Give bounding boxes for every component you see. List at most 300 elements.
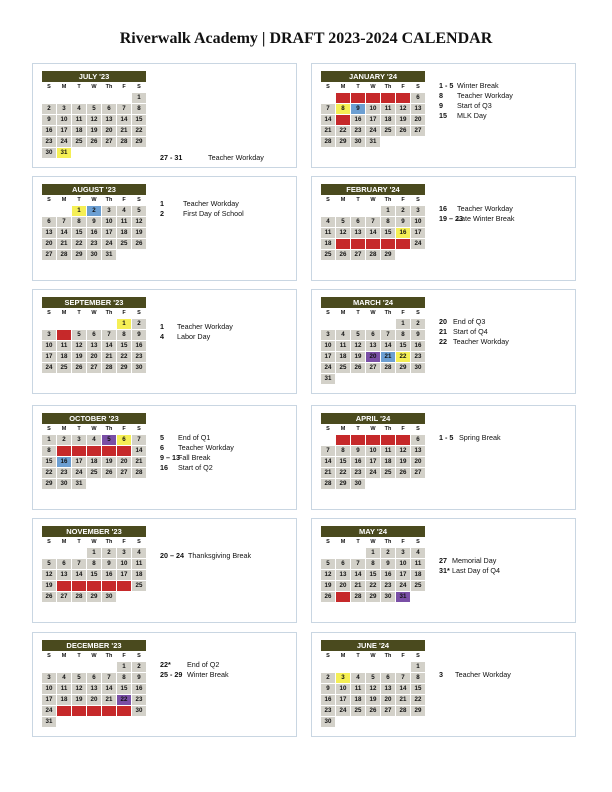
day-cell: 24: [42, 363, 57, 374]
day-cell: 8: [117, 673, 132, 684]
day-cell: 4: [57, 330, 72, 341]
day-cell: 26: [102, 468, 117, 479]
note-text: Teacher Workday: [208, 153, 264, 162]
month-panel: [32, 63, 297, 168]
day-header: S: [42, 538, 57, 548]
empty-cell: [132, 479, 147, 490]
month-notes: [160, 551, 251, 561]
day-cell: 9: [87, 217, 102, 228]
empty-cell: [117, 479, 132, 490]
day-cell: 8: [366, 559, 381, 570]
day-header: M: [57, 309, 72, 319]
day-cell: 6: [381, 673, 396, 684]
note-line: [439, 556, 500, 566]
day-cell: 1: [381, 206, 396, 217]
day-cell: 21: [102, 695, 117, 706]
day-cell: 1: [396, 319, 411, 330]
day-cell: 22: [132, 126, 147, 137]
day-cell: 16: [351, 457, 366, 468]
day-header: T: [72, 652, 87, 662]
empty-cell: [57, 93, 72, 104]
day-cell: 24: [411, 239, 426, 250]
empty-cell: [366, 479, 381, 490]
day-cell: 27: [381, 706, 396, 717]
day-cell: 16: [87, 228, 102, 239]
day-cell: 15: [336, 457, 351, 468]
day-cell: 5: [132, 206, 147, 217]
note-line: [160, 199, 244, 209]
empty-cell: [336, 374, 351, 385]
day-cell: 8: [411, 673, 426, 684]
day-cell: 19: [72, 695, 87, 706]
month-notes: [160, 199, 244, 219]
day-cell: 14: [321, 115, 336, 126]
month-notes: [160, 322, 233, 342]
empty-cell: [117, 592, 132, 603]
day-cell: 1: [42, 435, 57, 446]
note-text: Teacher Workday: [178, 443, 234, 452]
day-cell: 22: [117, 352, 132, 363]
empty-cell: [411, 137, 426, 148]
day-cell: 28: [117, 137, 132, 148]
note-text: End of Q2: [187, 660, 220, 669]
day-cell: 9: [102, 559, 117, 570]
empty-cell: [381, 319, 396, 330]
day-cell: 29: [366, 592, 381, 603]
empty-cell: [117, 717, 132, 728]
day-cell: 26: [87, 137, 102, 148]
day-cell: 16: [321, 695, 336, 706]
note-text: Last Day of Q4: [452, 566, 500, 575]
day-cell: 8: [336, 446, 351, 457]
month-name: NOVEMBER '23: [42, 526, 147, 538]
day-cell: 14: [117, 115, 132, 126]
day-header: T: [351, 538, 366, 548]
day-cell: 26: [72, 706, 87, 717]
day-cell: 11: [72, 115, 87, 126]
empty-cell: [396, 137, 411, 148]
day-cell: 1: [117, 319, 132, 330]
day-cell: 16: [42, 126, 57, 137]
note-date: 3: [439, 670, 443, 679]
day-cell: 9: [132, 330, 147, 341]
day-cell: 23: [351, 468, 366, 479]
day-header: T: [351, 309, 366, 319]
day-cell: 12: [72, 684, 87, 695]
empty-cell: [87, 662, 102, 673]
day-cell: 30: [87, 250, 102, 261]
day-cell: 23: [42, 137, 57, 148]
day-cell: 31: [366, 137, 381, 148]
day-cell: 17: [396, 570, 411, 581]
day-cell: 16: [57, 457, 72, 468]
note-date: 8: [439, 91, 443, 100]
day-cell: 31: [102, 250, 117, 261]
day-cell: 25: [351, 706, 366, 717]
empty-cell: [396, 250, 411, 261]
day-cell: 11: [57, 341, 72, 352]
empty-cell: [381, 717, 396, 728]
day-cell: 12: [72, 341, 87, 352]
day-cell: 12: [102, 446, 117, 457]
note-text: Teacher Workday: [457, 204, 513, 213]
note-date: 1: [160, 199, 164, 208]
note-text: First Day of School: [183, 209, 244, 218]
note-text: Labor Day: [177, 332, 211, 341]
day-cell: 23: [351, 126, 366, 137]
day-cell: 29: [396, 363, 411, 374]
note-text: Teacher Workday: [455, 670, 511, 679]
day-cell: 24: [72, 468, 87, 479]
day-header: T: [351, 425, 366, 435]
note-line: [160, 670, 229, 680]
day-cell: 11: [57, 684, 72, 695]
day-header: F: [396, 425, 411, 435]
day-cell: 13: [381, 684, 396, 695]
empty-cell: [321, 206, 336, 217]
day-cell: 10: [366, 446, 381, 457]
day-header: F: [117, 425, 132, 435]
day-cell: 14: [72, 570, 87, 581]
day-cell: 4: [117, 206, 132, 217]
day-header: Th: [102, 425, 117, 435]
day-cell: 17: [102, 228, 117, 239]
day-header: M: [57, 538, 72, 548]
note-line: [439, 317, 509, 327]
day-cell: 20: [102, 126, 117, 137]
note-line: [439, 337, 509, 347]
day-header: S: [321, 425, 336, 435]
day-cell: 16: [132, 341, 147, 352]
note-date: 2: [160, 209, 164, 218]
day-cell: 15: [117, 684, 132, 695]
day-cell: 4: [411, 548, 426, 559]
day-header: T: [72, 196, 87, 206]
month-panel: [32, 405, 297, 510]
day-cell: 9: [411, 330, 426, 341]
day-cell: 6: [117, 435, 132, 446]
note-text: MLK Day: [457, 111, 487, 120]
empty-cell: [336, 206, 351, 217]
day-cell: 21: [366, 239, 381, 250]
day-header: S: [42, 309, 57, 319]
day-cell: 20: [117, 457, 132, 468]
note-text: Spring Break: [459, 433, 501, 442]
day-cell: 14: [366, 228, 381, 239]
day-cell: 4: [57, 673, 72, 684]
day-cell: 19: [87, 126, 102, 137]
day-cell: 24: [117, 581, 132, 592]
day-header: F: [396, 538, 411, 548]
day-cell: 23: [132, 352, 147, 363]
note-line: [160, 551, 251, 561]
empty-cell: [396, 662, 411, 673]
day-cell: 16: [396, 228, 411, 239]
day-header: W: [87, 425, 102, 435]
empty-cell: [72, 319, 87, 330]
day-cell: 21: [117, 126, 132, 137]
month-name: MAY '24: [321, 526, 426, 538]
empty-cell: [396, 479, 411, 490]
day-cell: 30: [351, 137, 366, 148]
day-cell: 3: [42, 673, 57, 684]
day-cell: 11: [117, 217, 132, 228]
day-cell: 29: [42, 479, 57, 490]
day-cell: 5: [366, 673, 381, 684]
day-header: F: [117, 538, 132, 548]
day-cell: 2: [351, 435, 366, 446]
day-cell: 13: [42, 228, 57, 239]
day-header: M: [336, 83, 351, 93]
day-header: W: [366, 652, 381, 662]
day-cell: 29: [117, 363, 132, 374]
note-line: [160, 443, 234, 453]
day-cell: 15: [87, 570, 102, 581]
day-header: W: [87, 83, 102, 93]
day-cell: 5: [87, 104, 102, 115]
day-cell: 27: [411, 126, 426, 137]
note-date: 9: [439, 101, 443, 110]
day-cell: 18: [57, 352, 72, 363]
day-header: Th: [102, 652, 117, 662]
day-cell: 10: [366, 104, 381, 115]
note-line: [439, 670, 511, 680]
day-header: M: [57, 196, 72, 206]
month-calendar: [320, 296, 426, 385]
day-header: S: [411, 425, 426, 435]
day-cell: 27: [336, 592, 351, 603]
note-date: 27 - 31: [160, 153, 183, 162]
note-date: 21: [439, 327, 447, 336]
day-cell: 6: [366, 330, 381, 341]
day-cell: 9: [351, 104, 366, 115]
month-panel: [32, 289, 297, 394]
day-cell: 3: [117, 548, 132, 559]
day-cell: 25: [321, 250, 336, 261]
day-cell: 13: [351, 228, 366, 239]
day-cell: 23: [57, 468, 72, 479]
day-cell: 29: [117, 706, 132, 717]
empty-cell: [336, 319, 351, 330]
day-header: T: [351, 196, 366, 206]
day-cell: 30: [132, 706, 147, 717]
day-cell: 7: [132, 435, 147, 446]
day-header: T: [72, 538, 87, 548]
note-date: 1: [160, 322, 164, 331]
empty-cell: [381, 137, 396, 148]
note-line: [160, 209, 244, 219]
day-cell: 15: [411, 684, 426, 695]
note-text: Fall Break: [178, 453, 211, 462]
day-cell: 6: [87, 330, 102, 341]
empty-cell: [87, 479, 102, 490]
empty-cell: [321, 662, 336, 673]
day-cell: 19: [396, 115, 411, 126]
day-cell: 26: [132, 239, 147, 250]
day-cell: 31: [396, 592, 411, 603]
day-cell: 22: [336, 126, 351, 137]
note-date: 25 - 29: [160, 670, 183, 679]
empty-cell: [42, 319, 57, 330]
day-cell: 24: [396, 581, 411, 592]
day-cell: 13: [102, 115, 117, 126]
month-calendar: [320, 412, 426, 490]
day-cell: 25: [411, 581, 426, 592]
month-calendar: [41, 183, 147, 261]
empty-cell: [351, 662, 366, 673]
day-cell: 12: [396, 446, 411, 457]
day-header: F: [396, 309, 411, 319]
day-cell: 21: [57, 239, 72, 250]
day-cell: 15: [72, 228, 87, 239]
day-cell: 24: [57, 137, 72, 148]
day-header: T: [351, 83, 366, 93]
day-cell: 18: [132, 570, 147, 581]
empty-cell: [411, 592, 426, 603]
month-notes: [439, 433, 501, 443]
note-date: 16: [439, 204, 447, 213]
note-date: 4: [160, 332, 164, 341]
day-cell: 12: [366, 684, 381, 695]
empty-cell: [132, 592, 147, 603]
note-text: Teacher Workday: [457, 91, 513, 100]
day-cell: 14: [57, 228, 72, 239]
month-notes: [160, 660, 229, 680]
note-date: 16: [160, 463, 168, 472]
day-cell: 15: [42, 457, 57, 468]
day-cell: 26: [396, 468, 411, 479]
day-header: S: [411, 538, 426, 548]
note-date: 5: [160, 433, 164, 442]
day-cell: 26: [396, 126, 411, 137]
day-cell: 27: [117, 468, 132, 479]
day-cell: 25: [57, 363, 72, 374]
note-date: 9 – 13: [160, 453, 180, 462]
day-cell: 24: [366, 126, 381, 137]
day-cell: 7: [396, 673, 411, 684]
empty-cell: [381, 479, 396, 490]
day-cell: 27: [351, 250, 366, 261]
day-cell: 11: [132, 559, 147, 570]
empty-cell: [87, 148, 102, 159]
day-cell: 26: [366, 706, 381, 717]
day-cell: 17: [411, 228, 426, 239]
day-cell: 19: [72, 352, 87, 363]
day-cell: 26: [351, 363, 366, 374]
note-text: Teacher Workday: [177, 322, 233, 331]
day-cell: 20: [87, 352, 102, 363]
day-cell: 14: [321, 457, 336, 468]
note-line: [160, 322, 233, 332]
month-notes: [439, 81, 513, 121]
day-cell: 25: [87, 468, 102, 479]
empty-cell: [321, 319, 336, 330]
day-cell: 12: [87, 115, 102, 126]
note-date: 19 – 23: [439, 214, 463, 223]
month-name: SEPTEMBER '23: [42, 297, 147, 309]
month-calendar: [320, 70, 426, 148]
note-line: [439, 204, 515, 214]
day-header: Th: [381, 425, 396, 435]
day-cell: 28: [57, 250, 72, 261]
day-cell: 2: [132, 319, 147, 330]
day-cell: 5: [42, 559, 57, 570]
day-cell: 30: [102, 592, 117, 603]
day-header: Th: [381, 538, 396, 548]
day-cell: 5: [351, 330, 366, 341]
day-cell: 10: [42, 341, 57, 352]
day-cell: 3: [102, 206, 117, 217]
day-cell: 3: [396, 548, 411, 559]
day-cell: 20: [381, 695, 396, 706]
day-cell: 9: [321, 684, 336, 695]
day-cell: 21: [321, 468, 336, 479]
month-notes: [160, 433, 234, 473]
day-cell: 30: [381, 592, 396, 603]
month-panel: [311, 405, 576, 510]
day-header: Th: [102, 309, 117, 319]
day-cell: 31: [321, 374, 336, 385]
day-cell: 8: [42, 446, 57, 457]
day-cell: 2: [87, 206, 102, 217]
day-cell: 7: [117, 104, 132, 115]
empty-cell: [87, 93, 102, 104]
day-cell: 7: [381, 330, 396, 341]
day-cell: 15: [132, 115, 147, 126]
day-cell: 12: [351, 341, 366, 352]
day-cell: 19: [396, 457, 411, 468]
day-cell: 5: [321, 559, 336, 570]
day-cell: 22: [72, 239, 87, 250]
day-cell: 5: [336, 217, 351, 228]
day-cell: 10: [411, 217, 426, 228]
empty-cell: [321, 93, 336, 104]
day-cell: 4: [381, 93, 396, 104]
day-cell: 22: [336, 468, 351, 479]
day-cell: 17: [366, 457, 381, 468]
day-header: W: [366, 425, 381, 435]
day-cell: 2: [411, 319, 426, 330]
day-cell: 3: [57, 104, 72, 115]
note-line: [439, 566, 500, 576]
day-cell: 5: [72, 673, 87, 684]
day-cell: 31: [57, 148, 72, 159]
day-cell: 18: [57, 695, 72, 706]
empty-cell: [102, 479, 117, 490]
day-cell: 26: [72, 363, 87, 374]
day-cell: 15: [396, 341, 411, 352]
day-cell: 19: [351, 352, 366, 363]
day-header: S: [42, 425, 57, 435]
day-cell: 17: [336, 695, 351, 706]
day-cell: 25: [57, 706, 72, 717]
day-cell: 26: [336, 250, 351, 261]
day-cell: 7: [102, 673, 117, 684]
day-header: F: [396, 652, 411, 662]
month-panel: [311, 63, 576, 168]
empty-cell: [321, 435, 336, 446]
day-cell: 31: [72, 479, 87, 490]
day-cell: 11: [351, 684, 366, 695]
day-cell: 25: [117, 239, 132, 250]
month-notes: [160, 153, 264, 163]
day-cell: 23: [381, 581, 396, 592]
day-cell: 31: [42, 717, 57, 728]
month-panel: [32, 632, 297, 737]
day-cell: 14: [132, 446, 147, 457]
day-cell: 17: [366, 115, 381, 126]
day-cell: 27: [57, 592, 72, 603]
